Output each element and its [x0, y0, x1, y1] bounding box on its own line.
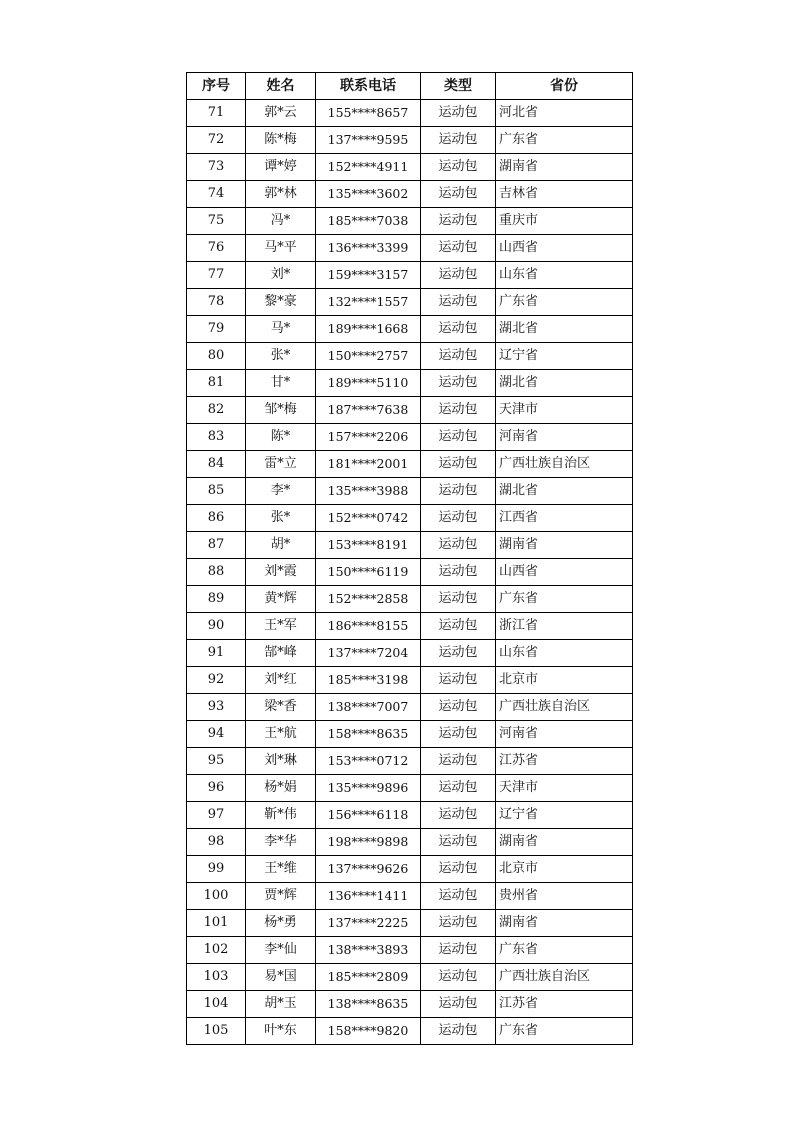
cell-name: 邹*梅: [246, 397, 316, 424]
cell-province: 辽宁省: [496, 343, 633, 370]
cell-name: 李*: [246, 478, 316, 505]
header-name: 姓名: [246, 73, 316, 100]
cell-type: 运动包: [421, 1018, 496, 1045]
cell-phone: 187****7638: [316, 397, 421, 424]
cell-province: 江西省: [496, 505, 633, 532]
cell-type: 运动包: [421, 964, 496, 991]
cell-phone: 156****6118: [316, 802, 421, 829]
cell-name: 李*仙: [246, 937, 316, 964]
cell-name: 杨*娟: [246, 775, 316, 802]
table-row: [187, 937, 633, 964]
table-body: [187, 100, 633, 1045]
cell-phone: 137****9626: [316, 856, 421, 883]
cell-province: 湖北省: [496, 370, 633, 397]
cell-type: 运动包: [421, 316, 496, 343]
cell-province: 广东省: [496, 127, 633, 154]
cell-province: 吉林省: [496, 181, 633, 208]
cell-phone: 135****3602: [316, 181, 421, 208]
cell-phone: 135****9896: [316, 775, 421, 802]
cell-province: 广东省: [496, 937, 633, 964]
cell-index: 97: [187, 802, 246, 829]
cell-index: 91: [187, 640, 246, 667]
cell-phone: 155****8657: [316, 100, 421, 127]
cell-name: 黎*豪: [246, 289, 316, 316]
cell-name: 易*国: [246, 964, 316, 991]
table-row: [187, 154, 633, 181]
cell-type: 运动包: [421, 748, 496, 775]
cell-name: 刘*琳: [246, 748, 316, 775]
cell-name: 胡*: [246, 532, 316, 559]
cell-name: 杨*勇: [246, 910, 316, 937]
table-row: [187, 451, 633, 478]
cell-type: 运动包: [421, 208, 496, 235]
cell-name: 郭*云: [246, 100, 316, 127]
cell-phone: 132****1557: [316, 289, 421, 316]
cell-phone: 153****8191: [316, 532, 421, 559]
cell-phone: 152****2858: [316, 586, 421, 613]
header-phone: 联系电话: [316, 73, 421, 100]
cell-index: 99: [187, 856, 246, 883]
cell-type: 运动包: [421, 181, 496, 208]
table-row: [187, 775, 633, 802]
cell-name: 谭*婷: [246, 154, 316, 181]
table-row: [187, 613, 633, 640]
cell-province: 北京市: [496, 856, 633, 883]
cell-province: 广东省: [496, 1018, 633, 1045]
cell-province: 河南省: [496, 721, 633, 748]
table-row: [187, 532, 633, 559]
cell-index: 71: [187, 100, 246, 127]
table-row: [187, 640, 633, 667]
cell-phone: 186****8155: [316, 613, 421, 640]
table-row: [187, 370, 633, 397]
cell-name: 张*: [246, 505, 316, 532]
cell-name: 黄*辉: [246, 586, 316, 613]
cell-phone: 159****3157: [316, 262, 421, 289]
header-type: 类型: [421, 73, 496, 100]
table-row: [187, 829, 633, 856]
cell-type: 运动包: [421, 856, 496, 883]
cell-province: 广西壮族自治区: [496, 451, 633, 478]
table-row: [187, 262, 633, 289]
cell-province: 湖南省: [496, 910, 633, 937]
cell-type: 运动包: [421, 667, 496, 694]
cell-phone: 185****2809: [316, 964, 421, 991]
cell-phone: 189****5110: [316, 370, 421, 397]
cell-type: 运动包: [421, 478, 496, 505]
cell-name: 马*: [246, 316, 316, 343]
cell-name: 甘*: [246, 370, 316, 397]
table-row: [187, 289, 633, 316]
table-row: [187, 991, 633, 1018]
cell-province: 河南省: [496, 424, 633, 451]
cell-type: 运动包: [421, 532, 496, 559]
cell-name: 陈*梅: [246, 127, 316, 154]
cell-type: 运动包: [421, 910, 496, 937]
cell-name: 王*军: [246, 613, 316, 640]
cell-phone: 185****3198: [316, 667, 421, 694]
cell-province: 湖北省: [496, 478, 633, 505]
cell-phone: 137****7204: [316, 640, 421, 667]
table-row: [187, 478, 633, 505]
cell-phone: 136****3399: [316, 235, 421, 262]
cell-name: 刘*: [246, 262, 316, 289]
cell-index: 79: [187, 316, 246, 343]
cell-index: 81: [187, 370, 246, 397]
cell-name: 李*华: [246, 829, 316, 856]
cell-province: 山西省: [496, 559, 633, 586]
table-row: [187, 694, 633, 721]
cell-index: 94: [187, 721, 246, 748]
table-row: [187, 721, 633, 748]
cell-index: 83: [187, 424, 246, 451]
table-row: [187, 667, 633, 694]
cell-type: 运动包: [421, 154, 496, 181]
cell-phone: 198****9898: [316, 829, 421, 856]
cell-province: 江苏省: [496, 748, 633, 775]
cell-index: 105: [187, 1018, 246, 1045]
cell-phone: 138****8635: [316, 991, 421, 1018]
table-row: [187, 100, 633, 127]
cell-type: 运动包: [421, 235, 496, 262]
cell-phone: 137****2225: [316, 910, 421, 937]
cell-province: 山西省: [496, 235, 633, 262]
cell-index: 72: [187, 127, 246, 154]
cell-index: 93: [187, 694, 246, 721]
cell-province: 湖北省: [496, 316, 633, 343]
cell-name: 贾*辉: [246, 883, 316, 910]
table-row: [187, 883, 633, 910]
cell-name: 雷*立: [246, 451, 316, 478]
cell-index: 76: [187, 235, 246, 262]
header-index: 序号: [187, 73, 246, 100]
cell-index: 78: [187, 289, 246, 316]
cell-type: 运动包: [421, 991, 496, 1018]
table-header-row: [187, 73, 633, 100]
cell-name: 陈*: [246, 424, 316, 451]
cell-type: 运动包: [421, 397, 496, 424]
table-row: [187, 910, 633, 937]
cell-type: 运动包: [421, 262, 496, 289]
cell-name: 叶*东: [246, 1018, 316, 1045]
cell-phone: 181****2001: [316, 451, 421, 478]
cell-phone: 153****0712: [316, 748, 421, 775]
cell-index: 92: [187, 667, 246, 694]
cell-province: 天津市: [496, 397, 633, 424]
cell-phone: 158****8635: [316, 721, 421, 748]
cell-province: 广西壮族自治区: [496, 964, 633, 991]
table-row: [187, 748, 633, 775]
cell-index: 89: [187, 586, 246, 613]
cell-type: 运动包: [421, 505, 496, 532]
cell-type: 运动包: [421, 289, 496, 316]
cell-index: 90: [187, 613, 246, 640]
cell-province: 贵州省: [496, 883, 633, 910]
cell-index: 103: [187, 964, 246, 991]
cell-name: 胡*玉: [246, 991, 316, 1018]
cell-type: 运动包: [421, 559, 496, 586]
table-row: [187, 505, 633, 532]
header-province: 省份: [496, 73, 633, 100]
cell-name: 王*航: [246, 721, 316, 748]
cell-index: 101: [187, 910, 246, 937]
cell-phone: 152****4911: [316, 154, 421, 181]
cell-index: 80: [187, 343, 246, 370]
cell-type: 运动包: [421, 883, 496, 910]
cell-province: 重庆市: [496, 208, 633, 235]
cell-province: 广东省: [496, 586, 633, 613]
cell-name: 刘*霞: [246, 559, 316, 586]
table-row: [187, 559, 633, 586]
table-row: [187, 235, 633, 262]
cell-type: 运动包: [421, 613, 496, 640]
cell-province: 山东省: [496, 262, 633, 289]
cell-province: 湖南省: [496, 532, 633, 559]
cell-type: 运动包: [421, 370, 496, 397]
cell-type: 运动包: [421, 127, 496, 154]
table-row: [187, 316, 633, 343]
cell-index: 96: [187, 775, 246, 802]
cell-province: 湖南省: [496, 829, 633, 856]
cell-index: 87: [187, 532, 246, 559]
cell-name: 王*维: [246, 856, 316, 883]
cell-name: 张*: [246, 343, 316, 370]
cell-phone: 189****1668: [316, 316, 421, 343]
cell-type: 运动包: [421, 694, 496, 721]
cell-type: 运动包: [421, 802, 496, 829]
cell-index: 84: [187, 451, 246, 478]
cell-province: 山东省: [496, 640, 633, 667]
cell-province: 广东省: [496, 289, 633, 316]
cell-phone: 136****1411: [316, 883, 421, 910]
cell-index: 102: [187, 937, 246, 964]
table-row: [187, 964, 633, 991]
cell-province: 北京市: [496, 667, 633, 694]
cell-province: 天津市: [496, 775, 633, 802]
table-row: [187, 1018, 633, 1045]
cell-phone: 150****2757: [316, 343, 421, 370]
cell-name: 郜*峰: [246, 640, 316, 667]
cell-index: 82: [187, 397, 246, 424]
cell-phone: 152****0742: [316, 505, 421, 532]
table-row: [187, 127, 633, 154]
cell-index: 85: [187, 478, 246, 505]
cell-index: 98: [187, 829, 246, 856]
cell-province: 河北省: [496, 100, 633, 127]
cell-province: 辽宁省: [496, 802, 633, 829]
cell-type: 运动包: [421, 721, 496, 748]
cell-phone: 138****7007: [316, 694, 421, 721]
cell-phone: 138****3893: [316, 937, 421, 964]
cell-name: 马*平: [246, 235, 316, 262]
cell-type: 运动包: [421, 937, 496, 964]
cell-index: 95: [187, 748, 246, 775]
cell-index: 75: [187, 208, 246, 235]
cell-type: 运动包: [421, 775, 496, 802]
cell-index: 74: [187, 181, 246, 208]
cell-index: 104: [187, 991, 246, 1018]
table-row: [187, 208, 633, 235]
table-row: [187, 856, 633, 883]
cell-index: 73: [187, 154, 246, 181]
cell-name: 梁*香: [246, 694, 316, 721]
cell-type: 运动包: [421, 829, 496, 856]
cell-phone: 135****3988: [316, 478, 421, 505]
cell-phone: 158****9820: [316, 1018, 421, 1045]
cell-type: 运动包: [421, 343, 496, 370]
cell-province: 江苏省: [496, 991, 633, 1018]
cell-phone: 185****7038: [316, 208, 421, 235]
cell-index: 88: [187, 559, 246, 586]
cell-index: 100: [187, 883, 246, 910]
cell-province: 广西壮族自治区: [496, 694, 633, 721]
cell-phone: 137****9595: [316, 127, 421, 154]
table-row: [187, 424, 633, 451]
table-row: [187, 586, 633, 613]
cell-province: 浙江省: [496, 613, 633, 640]
cell-province: 湖南省: [496, 154, 633, 181]
cell-type: 运动包: [421, 424, 496, 451]
cell-name: 郭*林: [246, 181, 316, 208]
table-row: [187, 802, 633, 829]
cell-type: 运动包: [421, 586, 496, 613]
contact-table: [186, 72, 633, 1045]
cell-type: 运动包: [421, 100, 496, 127]
cell-name: 刘*红: [246, 667, 316, 694]
cell-type: 运动包: [421, 640, 496, 667]
table-row: [187, 181, 633, 208]
cell-phone: 157****2206: [316, 424, 421, 451]
cell-phone: 150****6119: [316, 559, 421, 586]
table-row: [187, 397, 633, 424]
table-row: [187, 343, 633, 370]
cell-name: 靳*伟: [246, 802, 316, 829]
cell-type: 运动包: [421, 451, 496, 478]
cell-name: 冯*: [246, 208, 316, 235]
cell-index: 86: [187, 505, 246, 532]
cell-index: 77: [187, 262, 246, 289]
